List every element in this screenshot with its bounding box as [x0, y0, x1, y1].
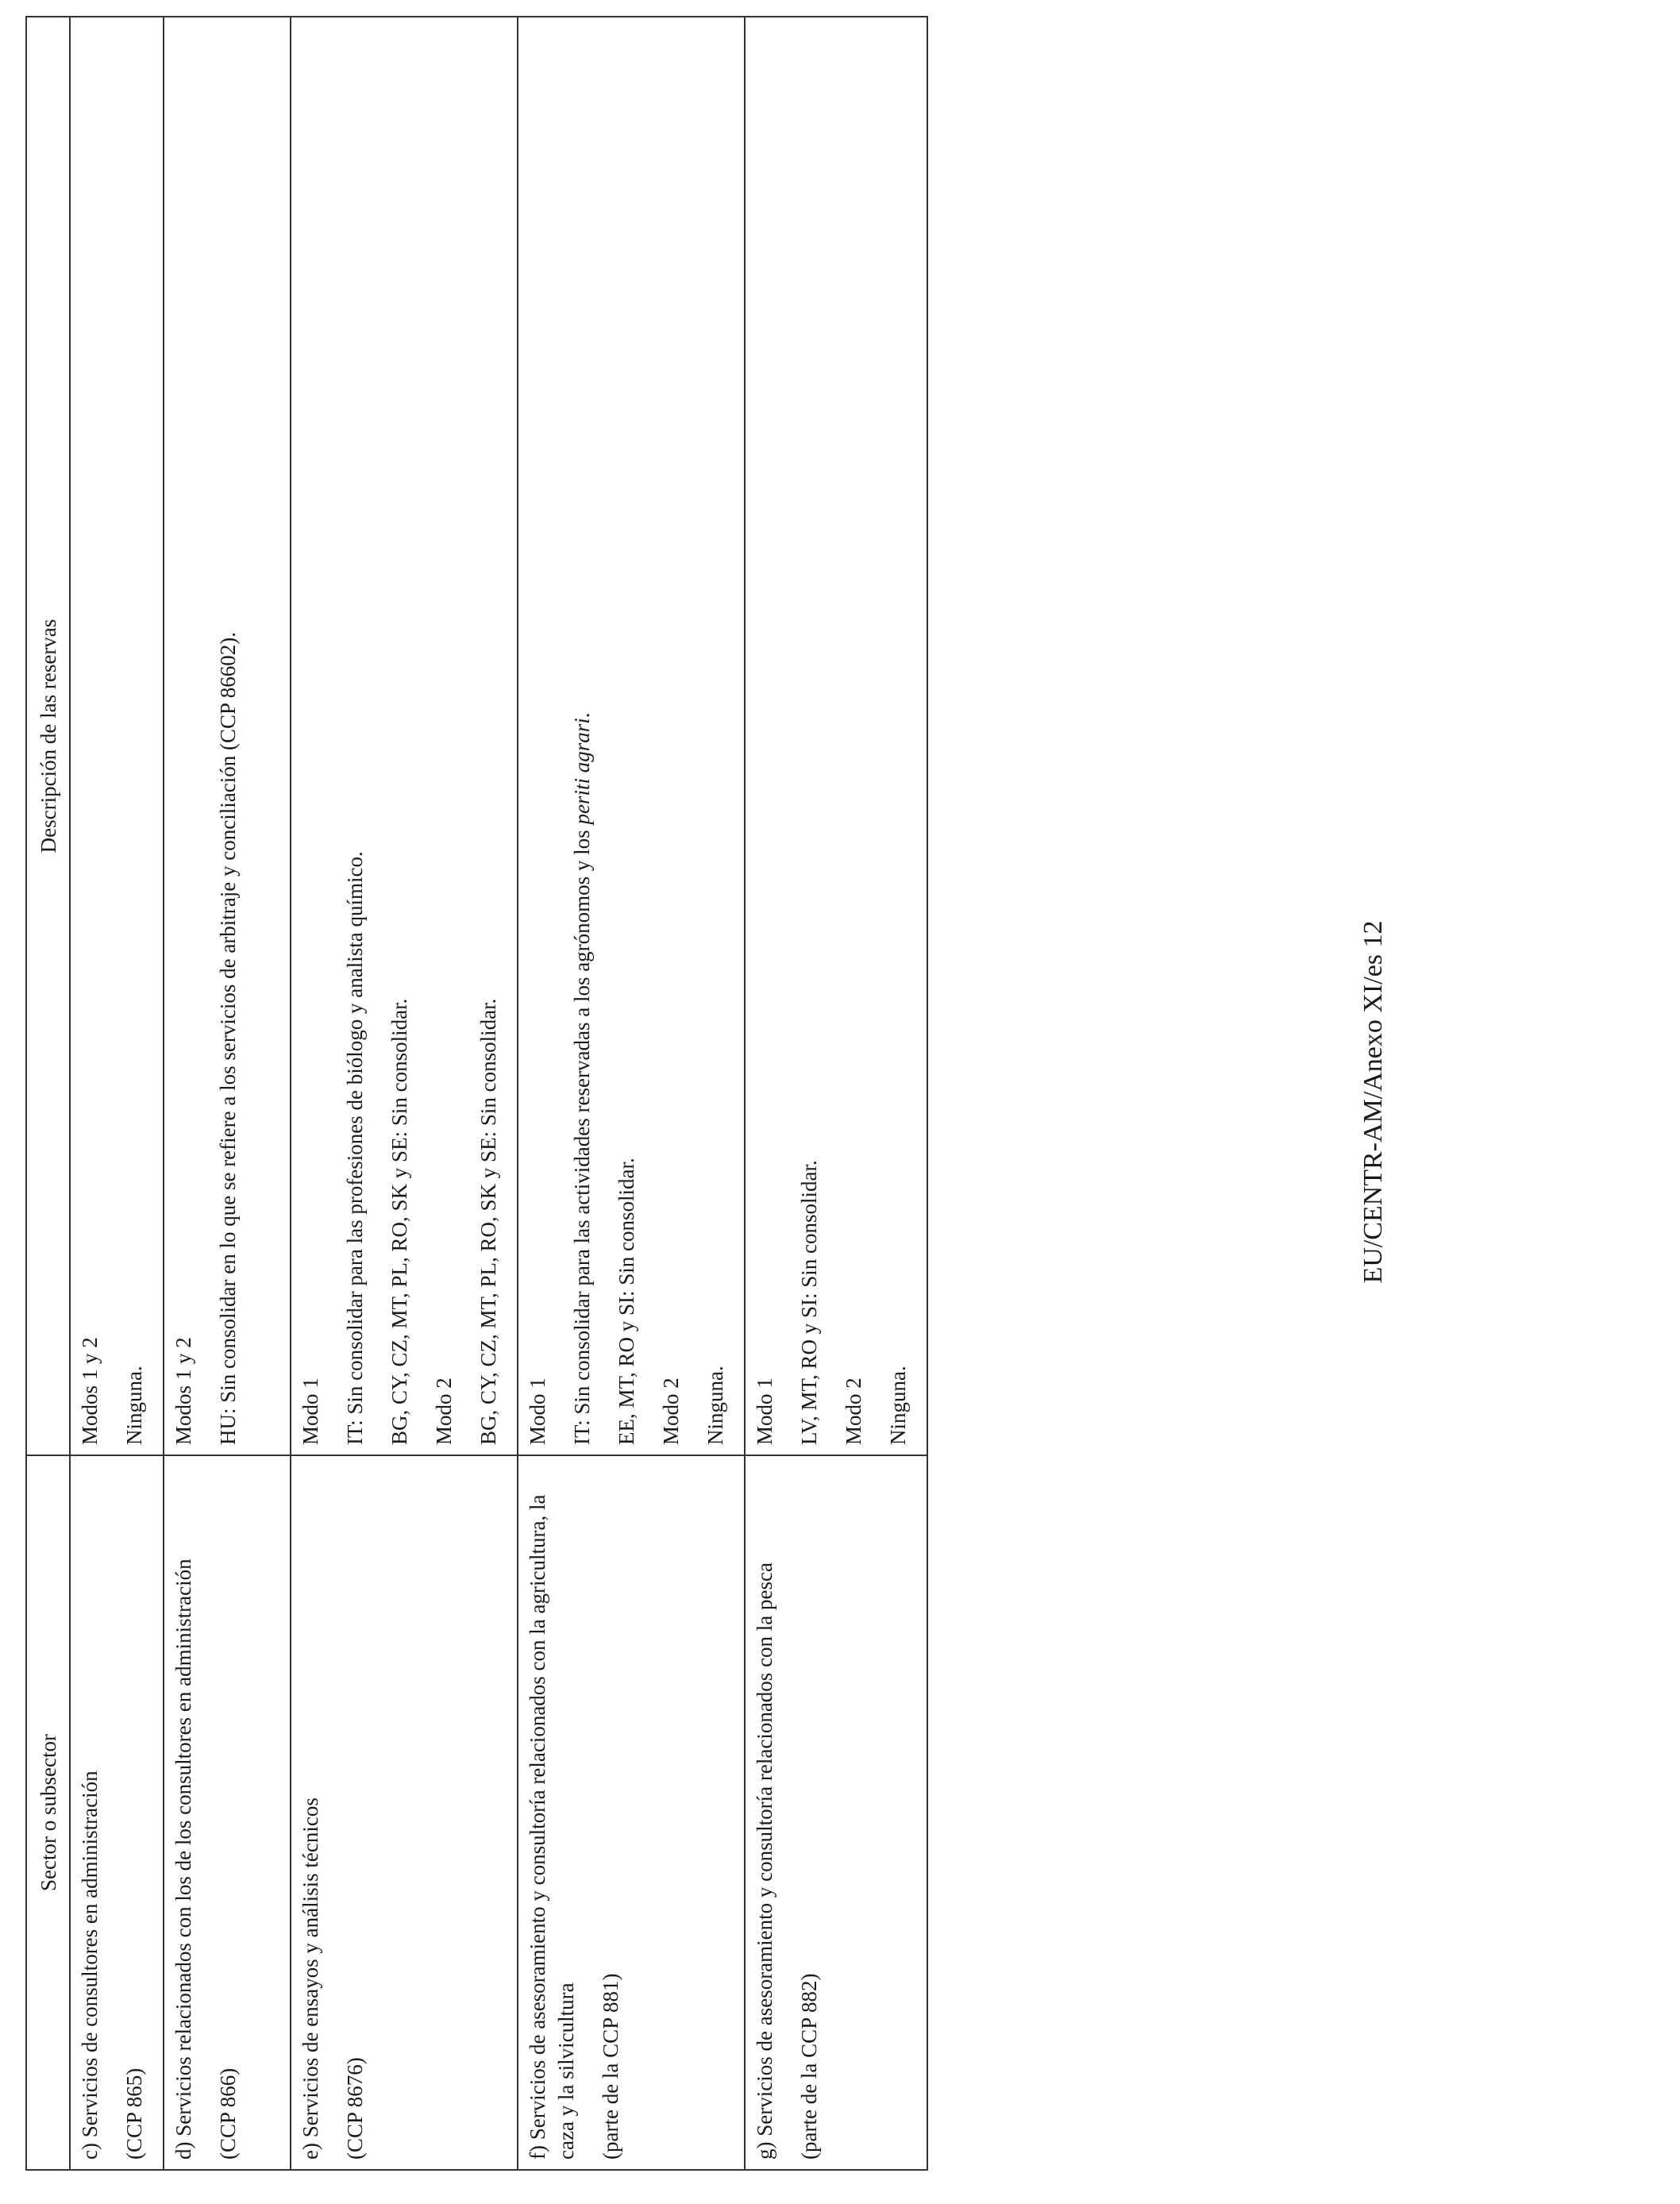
reservation-text-lead: IT: Sin consolidar para las actividades reservadas a los agrónomos y los	[570, 824, 594, 1445]
sector-name: f) Servicios de asesoramiento y consultoría relacionados con la agricultura, la caza y la silvicultura	[526, 1494, 578, 2160]
mode-label: Modo 1	[526, 1378, 549, 1445]
sector-code: (CCP 866)	[216, 2067, 240, 2160]
sector-code: (CCP 865)	[122, 2067, 146, 2160]
reservation-text	[568, 27, 596, 1445]
reservation-text: HU: Sin consolidar en lo que se refiere a los servicios de arbitraje y conciliación (CCP 86602).	[216, 632, 240, 1445]
mode-label: Modos 1 y 2	[78, 1337, 102, 1445]
reservations-table	[25, 16, 928, 2171]
mode-label: Modo 2	[432, 1378, 456, 1445]
reservation-text: BG, CY, CZ, MT, PL, RO, SK y SE: Sin consolidar.	[387, 998, 411, 1445]
table-row	[518, 17, 745, 2170]
sector-name: c) Servicios de consultores en administración	[78, 1771, 102, 2160]
sector-cell	[745, 1455, 927, 2170]
sector-cell	[291, 1455, 518, 2170]
reservation-text: LV, MT, RO y SI: Sin consolidar.	[797, 1160, 821, 1445]
reservation-text: BG, CY, CZ, MT, PL, RO, SK y SE: Sin consolidar.	[476, 998, 500, 1445]
reservation-text: Ninguna.	[122, 1366, 146, 1445]
reservation-text-italic: periti agrari	[570, 718, 594, 825]
page-footer: EU/CENTR-AM/Anexo XI/es 12	[1358, 920, 1388, 1284]
reservation-text: IT: Sin consolidar para las profesiones de biólogo y analista químico.	[343, 851, 367, 1445]
description-cell	[518, 17, 745, 1455]
sector-name: g) Servicios de asesoramiento y consultoría relacionados con la pesca	[753, 1562, 776, 2160]
sector-name: e) Servicios de ensayos y análisis técnicos	[299, 1797, 322, 2160]
mode-label: Modo 2	[842, 1378, 865, 1445]
reservation-text: Ninguna.	[886, 1366, 910, 1445]
reservation-text-end: .	[570, 712, 594, 719]
description-cell	[70, 17, 164, 1455]
sector-code: (parte de la CCP 881)	[599, 1973, 622, 2160]
sector-code: (CCP 8676)	[343, 2057, 367, 2160]
sector-cell	[164, 1455, 291, 2170]
mode-label: Modo 2	[659, 1378, 683, 1445]
description-cell	[745, 17, 927, 1455]
sector-code: (parte de la CCP 882)	[797, 1973, 821, 2160]
table-header-row	[26, 17, 70, 2170]
mode-label: Modos 1 y 2	[171, 1337, 195, 1445]
table-row	[745, 17, 927, 2170]
mode-label: Modo 1	[753, 1378, 776, 1445]
sector-name: d) Servicios relacionados con los de los consultores en administración	[171, 1559, 195, 2160]
description-cell	[291, 17, 518, 1455]
mode-label: Modo 1	[299, 1378, 322, 1445]
sector-cell	[518, 1455, 745, 2170]
reservation-text: Ninguna.	[703, 1366, 727, 1445]
header-sector: Sector o subsector	[26, 1455, 70, 2170]
table-row	[164, 17, 291, 2170]
sector-cell	[70, 1455, 164, 2170]
header-description: Descripción de las reservas	[26, 17, 70, 1455]
table-row	[291, 17, 518, 2170]
description-cell	[164, 17, 291, 1455]
reservation-text: EE, MT, RO y SI: Sin consolidar.	[615, 1158, 638, 1445]
table-row	[70, 17, 164, 2170]
